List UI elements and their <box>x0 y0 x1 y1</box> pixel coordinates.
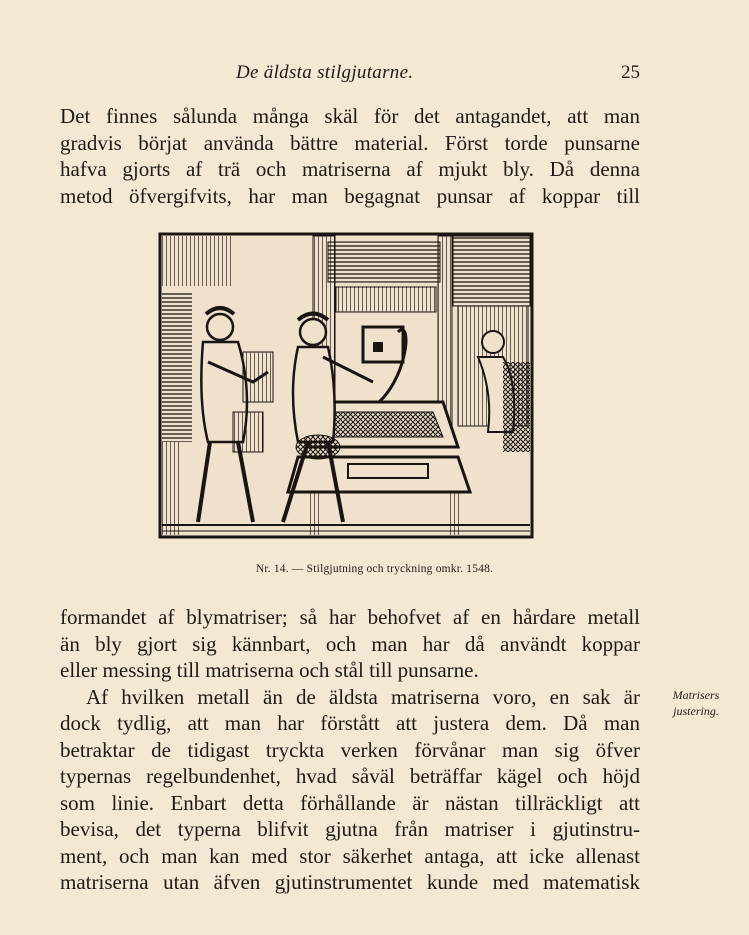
text-line: matriserna utan äfven gjutinstrumentet kunde med matematisk <box>60 870 640 894</box>
page-header <box>60 62 640 92</box>
text-line: betraktar de tidigast tryckta verken förvånar man sig öfver <box>60 737 640 762</box>
text-line: bevisa, det typerna blifvit gjutna från matriser i gjutinstru- <box>60 817 640 841</box>
figure-caption-text: Nr. 14. — Stilgjutning och tryckning omkr. 1548. <box>255 563 494 575</box>
woodcut-illustration <box>158 232 534 539</box>
figure-caption <box>0 563 749 575</box>
page-number: 25 <box>621 62 640 83</box>
margin-note <box>656 687 736 719</box>
text-line: typernas regelbundenhet, hvad såväl beträffar kägel och höjd <box>60 764 640 788</box>
paragraph-2 <box>60 604 640 896</box>
text-line: gradvis börjat använda bättre material. Först torde punsarne <box>60 130 640 155</box>
margin-note-line: Matrisers <box>672 688 720 702</box>
text-line: som linie. Enbart detta förhållande är nästan tillräckligt att <box>60 790 640 815</box>
text-line: metod öfvergifvits, har man begagnat punsar af koppar till <box>60 183 640 208</box>
paragraph-1 <box>60 103 640 209</box>
text-line: eller messing till matriserna och stål till punsarne. <box>60 658 479 682</box>
text-line: Det finnes sålunda många skäl för det antagandet, att man <box>60 104 640 128</box>
text-line: Af hvilken metall än de äldsta matriserna voro, en sak är <box>86 684 640 709</box>
text-line: dock tydlig, att man har förstått att justera dem. Då man <box>60 711 640 735</box>
text-line: än bly gjort sig kännbart, och man har då användt koppar <box>60 631 640 656</box>
text-line: hafva gjorts af trä och matriserna af mjukt bly. Då denna <box>60 157 640 181</box>
text-line: ment, och man kan med stor säkerhet antaga, att icke allenast <box>60 843 640 868</box>
text-line: formandet af blymatriser; så har behofvet af en hårdare metall <box>60 605 640 629</box>
margin-note-line: justering. <box>673 704 719 718</box>
running-title: De äldsta stilgjutarne. <box>236 62 414 83</box>
